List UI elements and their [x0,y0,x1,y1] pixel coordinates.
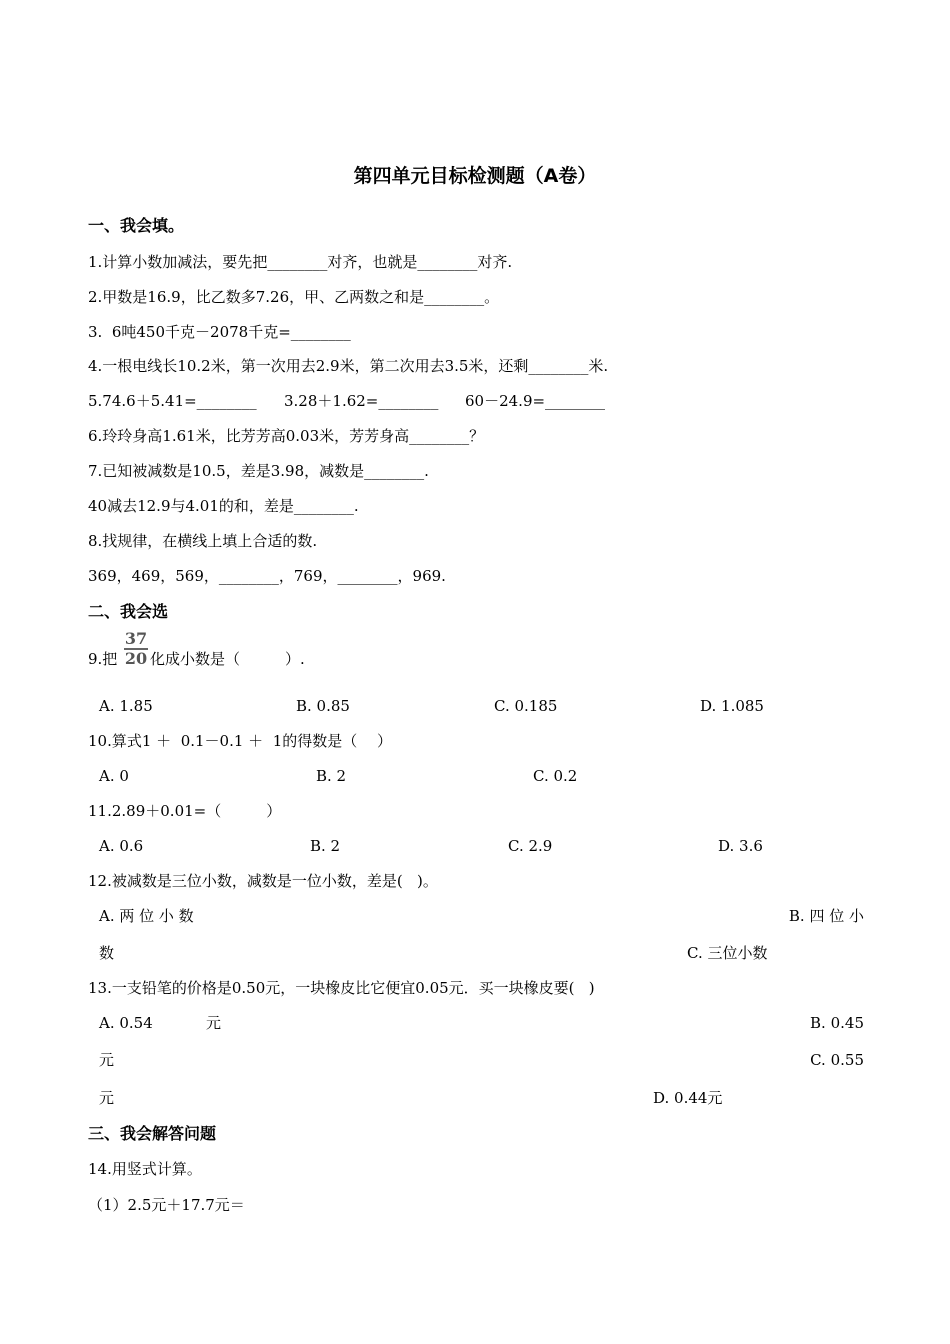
question-14-1: （1）2.5元＋17.7元＝ [88,1196,245,1214]
q9-option-d: D. 1.085 [700,697,764,715]
q12-option-b: B. 四 位 小 [788,907,864,925]
q10-option-b: B. 2 [316,767,347,785]
question-4: 4.一根电线长10.2米，第一次用去2.9米，第二次用去3.5米，还剩________米. [88,357,609,375]
q11-option-b: B. 2 [310,837,341,855]
question-12: 12.被减数是三位小数，减数是一位小数，差是( )。 [88,872,438,890]
question-2: 2.甲数是16.9，比乙数多7.26，甲、乙两数之和是________。 [88,288,500,306]
q13-option-a-unit: 元 [206,1014,222,1032]
question-11: 11.2.89＋0.01=（ ） [88,802,282,820]
question-8: 8.找规律，在横线上填上合适的数. [88,532,318,550]
q11-option-d: D. 3.6 [718,837,763,855]
question-9-suffix: 化成小数是（ ）. [150,650,305,668]
q13-option-b: B. 0.45 [810,1014,864,1032]
fraction [124,630,148,668]
q9-option-b: B. 0.85 [296,697,350,715]
question-8-sequence: 369，469，569，________，769，________，969. [88,567,446,585]
q11-option-c: C. 2.9 [508,837,553,855]
question-13: 13.一支铅笔的价格是0.50元，一块橡皮比它便宜0.05元．买一块橡皮要( ) [88,979,595,997]
q13-option-c-unit: 元 [99,1089,115,1107]
q9-option-a: A. 1.85 [99,697,153,715]
question-9-prefix: 9.把 [88,650,118,668]
page-title: 第四单元目标检测题（A卷） [353,165,597,187]
question-5c: 60－24.9=________ [465,392,606,410]
question-14: 14.用竖式计算。 [88,1160,202,1178]
q11-option-a: A. 0.6 [99,837,144,855]
q9-option-c: C. 0.185 [494,697,558,715]
question-10: 10.算式1 ＋ 0.1－0.1 ＋ 1的得数是（ ） [88,732,393,750]
q12-option-b-wrap: 数 [99,944,115,962]
question-5b: 3.28＋1.62=________ [284,392,439,410]
q13-option-b-unit: 元 [99,1051,115,1069]
question-1: 1.计算小数加减法，要先把________对齐，也就是________对齐. [88,253,513,271]
question-3: 3. 6吨450千克－2078千克=________ [88,323,351,341]
q13-option-a: A. 0.54 [99,1014,153,1032]
section-heading-choose: 二、我会选 [88,602,169,621]
q13-option-d: D. 0.44元 [653,1089,723,1107]
section-heading-solve: 三、我会解答问题 [88,1124,217,1143]
question-5a: 5.74.6＋5.41=________ [88,392,257,410]
q12-option-c: C. 三位小数 [687,944,768,962]
q10-option-a: A. 0 [99,767,129,785]
fraction-denominator: 20 [124,649,148,668]
q13-option-c: C. 0.55 [810,1051,864,1069]
fraction-numerator: 37 [124,629,148,648]
section-heading-fill: 一、我会填。 [88,216,185,235]
q12-option-a: A. 两 位 小 数 [99,907,194,925]
question-7b: 40减去12.9与4.01的和，差是________. [88,497,359,515]
q10-option-c: C. 0.2 [533,767,578,785]
question-6: 6.玲玲身高1.61米，比芳芳高0.03米，芳芳身高________？ [88,427,485,445]
question-7: 7.已知被减数是10.5，差是3.98，减数是________. [88,462,429,480]
